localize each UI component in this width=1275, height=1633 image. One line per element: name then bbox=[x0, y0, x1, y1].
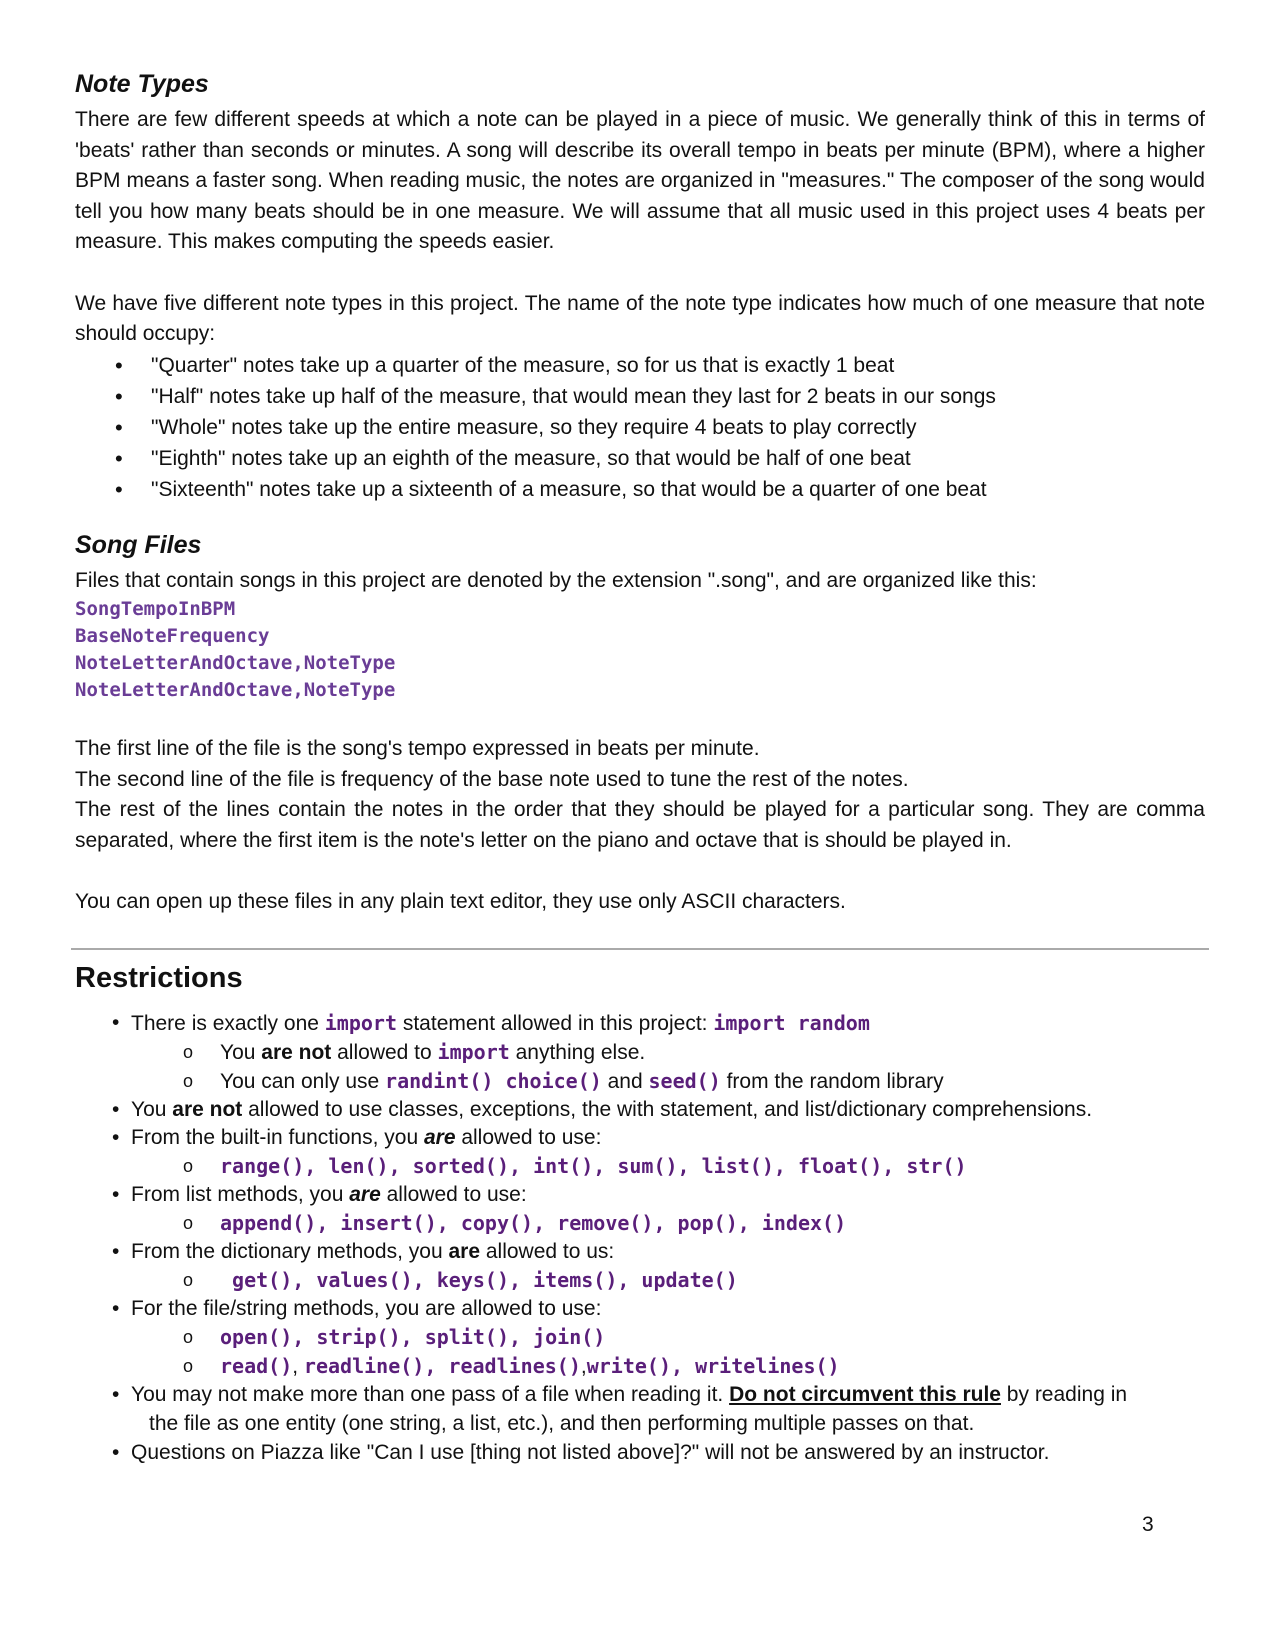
list-item: • "Half" notes take up half of the measure, that would mean they last for 2 beats in our songs bbox=[75, 381, 1205, 412]
song-files-heading: Song Files bbox=[75, 530, 202, 559]
song-files-line-4: You can open up these files in any plain text editor, they use only ASCII characters. bbox=[75, 890, 846, 913]
note-types-heading: Note Types bbox=[75, 70, 209, 98]
restriction-import: • There is exactly one import statement allowed in this project: import random bbox=[112, 1010, 870, 1035]
note-types-paragraph: There are few different speeds at which a note can be played in a piece of music. We generally think of this in terms of 'beats' rather than seconds or minutes. A song will describe its overall tempo in beats per minute (BPM), where a higher BPM means a faster song. When reading music, the notes are organized in "measures." The composer of the song would tell you how many beats should be in one measure. We will assume that all music used in this project uses 4 beats per measure. This makes computing the speeds easier. bbox=[75, 108, 1205, 253]
restriction-import-sub-2: o You can only use randint() choice() and seed() from the random library bbox=[183, 1068, 944, 1093]
restriction-single-pass: • You may not make more than one pass of a file when reading it. Do not circumvent this rule by reading in bbox=[112, 1382, 1128, 1406]
restriction-file-methods-list-2: o read(), readline(), readlines(),write(), writelines() bbox=[183, 1353, 840, 1378]
format-line: NoteLetterAndOctave,NoteType bbox=[75, 652, 396, 674]
restriction-single-pass-continued: the file as one entity (one string, a list, etc.), and then performing multiple passes on that. bbox=[149, 1411, 975, 1435]
restriction-dict-methods-list: o get(), values(), keys(), items(), update() bbox=[183, 1267, 738, 1292]
restriction-import-sub-1: o You are not allowed to import anything else. bbox=[183, 1039, 646, 1064]
list-item: • "Quarter" notes take up a quarter of the measure, so for us that is exactly 1 beat bbox=[75, 350, 1205, 381]
list-item: • "Whole" notes take up the entire measure, so they require 4 beats to play correctly bbox=[75, 412, 1205, 443]
song-files-line-1: The first line of the file is the song's tempo expressed in beats per minute. bbox=[75, 737, 760, 760]
document-page bbox=[75, 70, 1205, 1467]
restrictions-heading: Restrictions bbox=[75, 961, 243, 994]
song-files-line-2: The second line of the file is frequency of the base note used to tune the rest of the notes. bbox=[75, 767, 909, 791]
restriction-file-methods: • For the file/string methods, you are allowed to use: bbox=[112, 1296, 602, 1320]
list-item: • "Eighth" notes take up an eighth of the measure, so that would be half of one beat bbox=[75, 443, 1205, 474]
format-line: BaseNoteFrequency bbox=[75, 625, 270, 647]
restriction-file-methods-list-1: o open(), strip(), split(), join() bbox=[183, 1324, 606, 1349]
note-types-list bbox=[75, 350, 1205, 505]
format-line: NoteLetterAndOctave,NoteType bbox=[75, 679, 396, 701]
restriction-builtins: • From the built-in functions, you are allowed to use: bbox=[112, 1125, 602, 1149]
restriction-builtins-list: o range(), len(), sorted(), int(), sum(), list(), float(), str() bbox=[183, 1153, 967, 1178]
list-item: • "Sixteenth" notes take up a sixteenth of a measure, so that would be a quarter of one beat bbox=[75, 474, 1205, 505]
page-number: 3 bbox=[1142, 1513, 1154, 1536]
song-files-intro: Files that contain songs in this project are denoted by the extension ".song", and are organized like this: bbox=[75, 568, 1037, 592]
section-divider bbox=[71, 948, 1209, 950]
restriction-list-methods: • From list methods, you are allowed to use: bbox=[112, 1182, 527, 1206]
restriction-piazza: • Questions on Piazza like "Can I use [thing not listed above]?" will not be answered by an instructor. bbox=[112, 1440, 1050, 1464]
restriction-list-methods-list: o append(), insert(), copy(), remove(), pop(), index() bbox=[183, 1210, 847, 1235]
restriction-dict-methods: • From the dictionary methods, you are allowed to us: bbox=[112, 1239, 615, 1263]
restriction-classes: • You are not allowed to use classes, exceptions, the with statement, and list/dictionary comprehensions. bbox=[112, 1097, 1093, 1121]
format-line: SongTempoInBPM bbox=[75, 598, 236, 620]
song-files-line-3: The rest of the lines contain the notes in the order that they should be played for a particular song. They are comma separated, where the first item is the note's letter on the piano and octave that is should be played in. bbox=[75, 798, 1205, 852]
note-types-intro: We have five different note types in this project. The name of the note type indicates how much of one measure that note should occupy: bbox=[75, 291, 1205, 345]
